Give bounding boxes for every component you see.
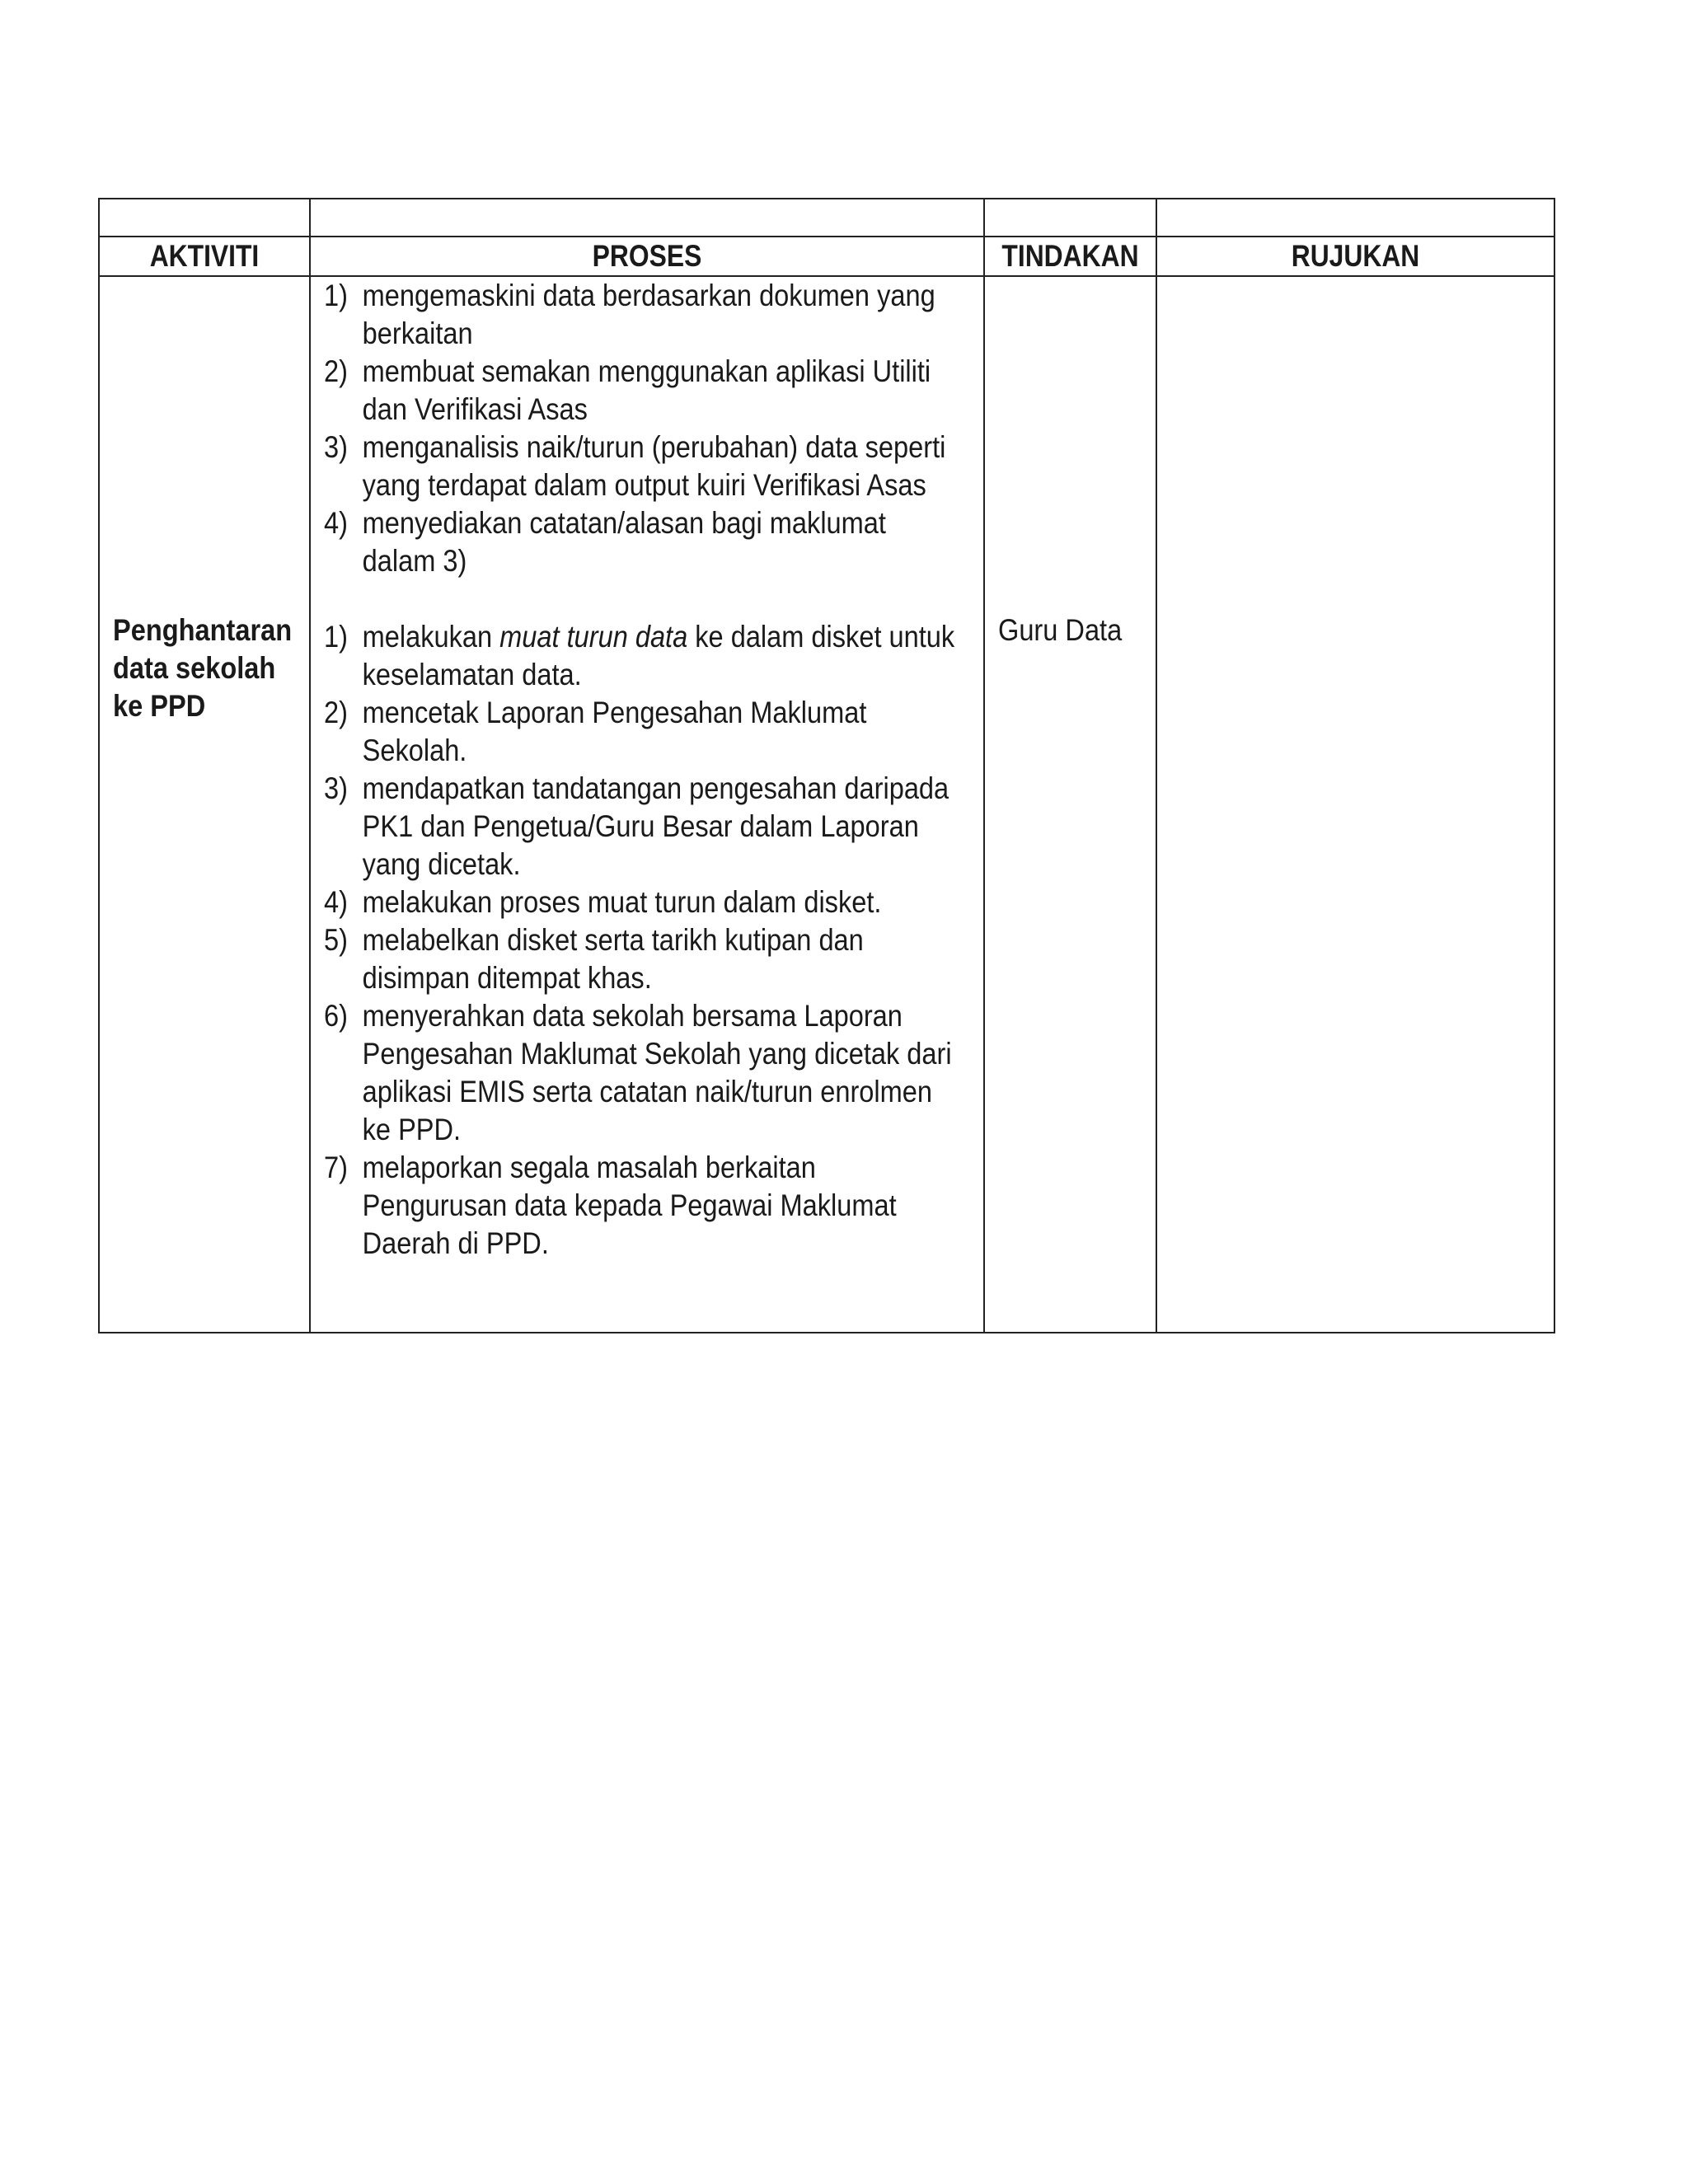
item-number: 5) — [324, 923, 348, 957]
aktiviti-line: data sekolah — [113, 651, 276, 685]
rujukan-cell — [1156, 276, 1554, 1333]
item-line: menganalisis naik/turun (perubahan) data seperti — [362, 430, 946, 464]
process-table — [98, 198, 1555, 1333]
item-number: 3) — [324, 771, 348, 805]
item-line: keselamatan data. — [362, 658, 582, 691]
list-item — [324, 277, 993, 353]
aktiviti-text — [113, 612, 292, 725]
item-line: yang terdapat dalam output kuiri Verifikasi Asas — [362, 468, 926, 502]
item-emphasis: muat turun data — [499, 620, 688, 654]
header-rujukan: RUJUKAN — [1184, 237, 1526, 276]
item-line: mencetak Laporan Pengesahan Maklumat — [362, 696, 867, 729]
item-number: 7) — [324, 1151, 348, 1184]
item-line: berkaitan — [362, 316, 473, 350]
item-line: Pengurusan data kepada Pegawai Maklumat — [362, 1188, 897, 1222]
item-number: 2) — [324, 696, 348, 729]
table-row — [99, 276, 1554, 1333]
header-aktiviti: AKTIVITI — [114, 237, 295, 276]
item-line: PK1 dan Pengetua/Guru Besar dalam Laporan — [362, 809, 919, 843]
proses-cell — [310, 276, 984, 1333]
item-line: menyediakan catatan/alasan bagi maklumat — [362, 506, 886, 540]
item-line — [363, 618, 994, 656]
item-number: 3) — [324, 430, 348, 464]
item-line: menyerahkan data sekolah bersama Laporan — [362, 999, 903, 1033]
aktiviti-line: Penghantaran — [113, 613, 293, 647]
item-line: melakukan proses muat turun dalam disket. — [362, 885, 882, 919]
tindakan-cell — [984, 276, 1156, 1333]
item-line: mendapatkan tandatangan pengesahan daripada — [362, 771, 950, 805]
item-number: 4) — [324, 506, 348, 540]
aktiviti-cell — [99, 276, 310, 1333]
item-number: 1) — [324, 279, 348, 312]
proses-list — [324, 277, 975, 1263]
item-line: ke PPD. — [362, 1113, 462, 1146]
list-item — [324, 997, 993, 1149]
item-line: yang dicetak. — [362, 847, 521, 881]
list-item — [324, 921, 993, 997]
blank-cell — [99, 199, 310, 237]
item-number: 4) — [324, 885, 348, 919]
blank-cell — [984, 199, 1156, 237]
list-item — [324, 883, 993, 921]
list-item — [324, 353, 993, 429]
item-line: Pengesahan Maklumat Sekolah yang dicetak dari — [362, 1037, 952, 1071]
item-line: mengemaskini data berdasarkan dokumen yang — [362, 279, 935, 312]
item-line: disimpan ditempat khas. — [362, 961, 652, 995]
item-text: melakukan — [362, 620, 500, 654]
item-line: aplikasi EMIS serta catatan naik/turun enrolmen — [362, 1075, 932, 1108]
aktiviti-line: ke PPD — [113, 689, 206, 723]
spacer — [324, 580, 975, 618]
item-text: ke dalam disket untuk — [687, 620, 955, 654]
item-number: 6) — [324, 999, 348, 1033]
header-row — [99, 237, 1554, 276]
list-item — [324, 694, 993, 770]
list-item — [324, 770, 993, 883]
item-number: 1) — [324, 620, 348, 654]
item-line: Sekolah. — [362, 733, 467, 767]
header-tindakan: TINDAKAN — [996, 237, 1145, 276]
item-line: membuat semakan menggunakan aplikasi Utiliti — [362, 354, 931, 388]
item-line: melabelkan disket serta tarikh kutipan dan — [362, 923, 864, 957]
item-number: 2) — [324, 354, 348, 388]
list-item — [324, 429, 993, 504]
list-item — [324, 618, 993, 694]
list-item — [324, 504, 993, 580]
item-line: melaporkan segala masalah berkaitan — [362, 1151, 816, 1184]
list-item — [324, 1149, 993, 1263]
tindakan-text: Guru Data — [998, 613, 1123, 647]
blank-row — [99, 199, 1554, 237]
blank-cell — [310, 199, 984, 237]
header-proses: PROSES — [357, 237, 936, 276]
item-line: Daerah di PPD. — [362, 1226, 549, 1260]
item-line: dan Verifikasi Asas — [362, 392, 588, 426]
blank-cell — [1156, 199, 1554, 237]
item-line: dalam 3) — [362, 544, 467, 578]
